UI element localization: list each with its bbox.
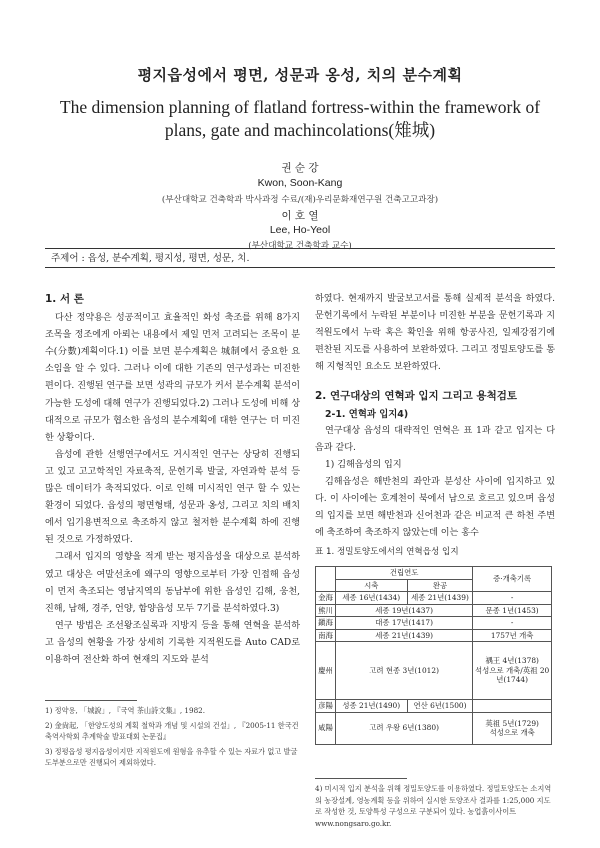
paragraph: 다산 정약용은 성공적이고 효율적인 화성 축조를 위해 8가지 조목을 정조에게 아뢰는 내용에서 제일 먼저 고려되는 조목이 분수(分數)계획이다.1) 이를 보면 분수계획은 城制에서 중요한 요소임을 알 수 있다. 그러나 이에 대한 기존의 연구성과는 미진한 편이다. 진행된 연구를 보면 성곽의 규모가 커서 분수계획 분석이 가능한 도성에 대해 연구가 진행되었다.2) 그러나 도성에 비해 상대적으로 규모가 협소한 읍성의 분수계획에 대한 연구는 더 미진한 상황이다. [45, 313, 300, 443]
table-caption: 표 1. 정밀토양도에서의 연혁읍성 입지 [315, 547, 459, 557]
section1-heading: 1. 서 론 [45, 293, 84, 305]
table-cell: 고려 현종 3년(1012) [335, 642, 472, 700]
table-row [316, 604, 552, 617]
section2-1-heading: 2-1. 연혁과 입지4) [325, 408, 409, 420]
author2-affiliation: (부산대학교 건축학과 교수) [248, 241, 352, 251]
table-cell: 禑王 4년(1378) 석성으로 개축/英祖 20년(1744) [473, 642, 552, 700]
table-header-corner [316, 567, 336, 592]
footnote: 4) 미시적 입지 분석을 위해 정밀토양도를 이용하였다. 정밀토양도는 소지역의 농장설계, 영농계획 등을 위하여 실시한 토양조사 결과를 1:25,000 지도로 작성한 것, 토양특성 구성으로 구분되어 있다. 농업흙이사이트 www.nongsaro.go.kr. [315, 784, 552, 828]
table-cell: 세종 21년(1439) [335, 629, 472, 642]
table-cell: 세종 19년(1437) [335, 604, 472, 617]
title-english: The dimension planning of flatland fortress-within the framework of plans, gate and machincolations(雉城) [59, 97, 541, 140]
table-cell: 세종 16년(1434) [335, 592, 407, 605]
table-header-notes: 증·개축기록 [473, 567, 552, 592]
footnote-divider [315, 778, 407, 779]
footnote: 1) 정약용, 「城說」, 『국역 茶山詩文集』, 1982. [45, 706, 206, 715]
table-header-sichuk: 시축 [335, 579, 407, 592]
author1-name-korean: 권 순 강 [281, 162, 319, 174]
table-cell: 세종 21년(1439) [407, 592, 473, 605]
right-column [315, 291, 555, 542]
table-cell: - [473, 592, 552, 605]
table-header-wango: 완공 [407, 579, 473, 592]
footnote-divider [45, 700, 137, 701]
table-row [316, 642, 552, 700]
footnote: 3) 정평읍성 평지읍성이지만 지적원도에 원형을 유추할 수 있는 자료가 없고 발굴도부분으로만 진행되어 제외하였다. [45, 746, 298, 767]
history-table [315, 566, 552, 745]
section2-heading: 2. 연구대상의 연혁과 입지 그리고 용척검토 [315, 390, 518, 403]
author1-name-english: Kwon, Soon-Kang [257, 177, 343, 189]
table-row [316, 700, 552, 713]
list-item-heading: 1) 김해읍성의 입지 [325, 459, 402, 470]
table-cell: 英祖 5년(1729) 석성으로 개축 [473, 712, 552, 744]
author2-name-english: Lee, Ho-Yeol [269, 224, 331, 236]
table-cell: 연산 6년(1500) [407, 700, 473, 713]
table-cell: 문종 1년(1453) [473, 604, 552, 617]
table-cell: - [473, 617, 552, 630]
table-row [316, 712, 552, 744]
title-korean: 평지읍성에서 평면, 성문과 옹성, 치의 분수계획 [137, 66, 463, 84]
table-cell-name: 熊川 [316, 604, 336, 617]
table-row [316, 592, 552, 605]
paragraph: 하였다. 현재까지 발굴보고서를 통해 실제적 분석을 하였다. 문헌기록에서 누락된 부분이나 미진한 부분을 문헌기록과 지적원도에서 누락 혹은 확인을 위해 항공사진, 일제강점기에 편찬된 지도를 사용하여 보완하였다. 그리고 정밀토양도를 통해 지형적인 요소도 보완하였다. [315, 294, 555, 373]
paragraph: 그래서 입지의 영향을 적게 받는 평지읍성을 대상으로 분석하였고 대상은 여말선초에 왜구의 영향으로부터 가장 인접해 읍성이 먼저 축조되는 영남지역의 동남부에 위한 읍성인 김해, 웅천, 진해, 남해, 경주, 언양, 함양읍성 모두 7기를 분석하였다.3) [45, 552, 300, 614]
table-header-row [316, 567, 552, 580]
table-cell-name: 彦陽 [316, 700, 336, 713]
table-row [316, 629, 552, 642]
table-cell-name: 咸陽 [316, 712, 336, 744]
author2-name-korean: 이 호 열 [281, 210, 319, 222]
table-cell-name: 南海 [316, 629, 336, 642]
footnotes-right [315, 783, 555, 829]
table-row [316, 617, 552, 630]
footnotes-left [45, 705, 300, 769]
table-cell-name: 慶州 [316, 642, 336, 700]
paragraph: 김해읍성은 해반천의 좌안과 분성산 사이에 입지하고 있다. 이 사이에는 호계천이 북에서 남으로 흐르고 있으며 읍성의 입지를 보면 해반천과 신어천과 같은 비교적 큰 하천 주변에 축조하여 축조하지 않았는데 이는 홍수 [315, 476, 555, 539]
table-cell: 성종 21년(1490) [335, 700, 407, 713]
table-cell: 대종 17년(1417) [335, 617, 472, 630]
table-cell-name: 鎭海 [316, 617, 336, 630]
footnote: 2) 金尙起, 「한양도성의 계획 철학과 개념 및 시설의 건설」, 『2005-11 한국건축역사학회 추계학술 발표대회 논문집』 [45, 720, 299, 741]
paragraph: 연구 방법은 조선왕조실록과 지방지 등을 통해 연혁을 분석하고 읍성의 현황을 가장 상세히 기록한 지적원도를 Auto CAD로 이용하여 전산화 하여 현재의 지도와 분석 [45, 620, 300, 665]
paragraph: 연구대상 읍성의 대략적인 연혁은 표 1과 같고 입지는 다음과 같다. [315, 425, 555, 453]
table-header-group: 건립연도 [335, 567, 472, 580]
table-cell: 1757년 개축 [473, 629, 552, 642]
left-column [45, 291, 300, 669]
paragraph: 읍성에 관한 선행연구에서도 거시적인 연구는 상당히 진행되고 있고 고고학적인 자료축적, 문헌기록 발굴, 자연과학 분석 등 많은 데이터가 축적되었다. 이로 인해 미시적인 연구 할 수 있는 환경이 되었다. 읍성의 평면형태, 성문과 옹성, 그리고 치의 배치에서 입기용변적으로 축조하지 않고 철저한 분수계획 하에 진행된 것으로 가정하였다. [45, 449, 300, 546]
table-cell: 고려 우왕 6년(1380) [335, 712, 472, 744]
keywords-bar: 주제어 : 읍성, 분수계획, 평지성, 평면, 성문, 치. [45, 248, 555, 268]
table-cell-name: 金海 [316, 592, 336, 605]
table-cell [473, 700, 552, 713]
author1-affiliation: (부산대학교 건축학과 박사과정 수료/(재)우리문화재연구원 건축고고과장) [161, 195, 439, 205]
